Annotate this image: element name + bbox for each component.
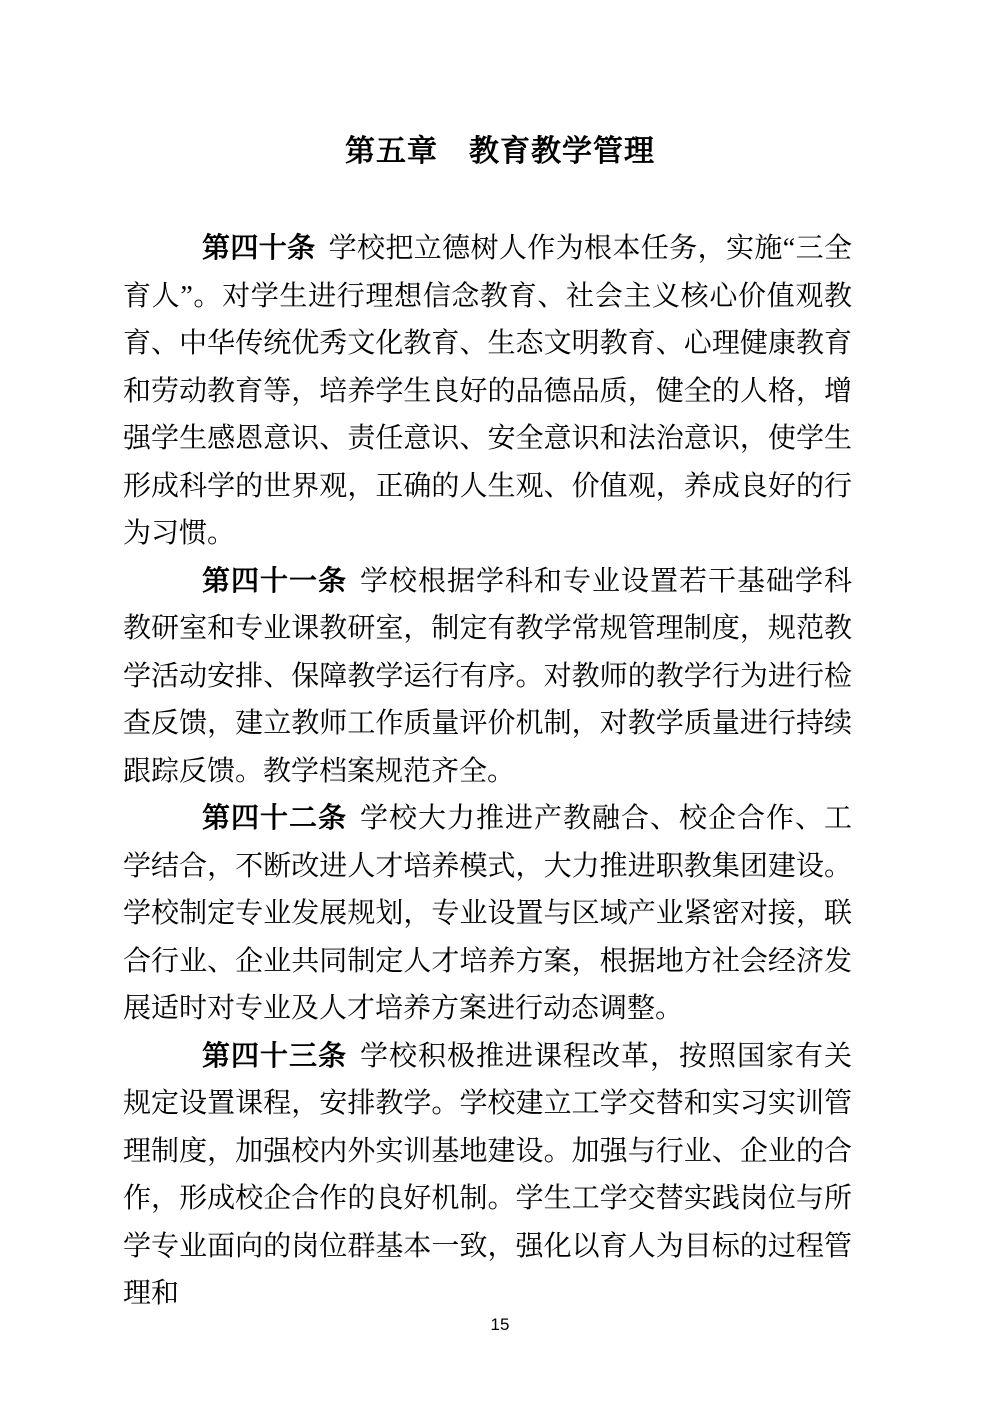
article-43 xyxy=(123,1033,852,1318)
article-43-label: 第四十三条 xyxy=(202,1040,347,1072)
chapter-title: 第五章 教育教学管理 xyxy=(345,135,655,168)
article-42-text: 学校大力推进产教融合、校企合作、工学结合，不断改进人才培养模式，大力推进职教集团建设。学校制定专业发展规划，专业设置与区域产业紧密对接，联合行业、企业共同制定人才培养方案，根据地方社会经济发展适时对专业及人才培养方案进行动态调整。 xyxy=(123,803,852,1024)
page-number: 15 xyxy=(490,1315,510,1334)
article-41-label: 第四十一条 xyxy=(202,565,347,597)
article-41 xyxy=(123,558,852,796)
article-42-label: 第四十二条 xyxy=(202,803,347,834)
page-footer xyxy=(0,1316,1000,1333)
article-40-label: 第四十条 xyxy=(202,233,316,264)
article-43-text: 学校积极推进课程改革，按照国家有关规定设置课程，安排教学。学校建立工学交替和实习实训管理制度，加强校内外实训基地建设。加强与行业、企业的合作，形成校企合作的良好机制。学生工学交替实践岗位与所学专业面向的岗位群基本一致，强化以育人为目标的过程管理和 xyxy=(123,1040,852,1309)
article-42 xyxy=(123,795,852,1033)
article-40-text: 学校把立德树人作为根本任务，实施“三全育人”。对学生进行理想信念教育、社会主义核心价值观教育、中华传统优秀文化教育、生态文明教育、心理健康教育和劳动教育等，培养学生良好的品德品质，健全的人格，增强学生感恩意识、责任意识、安全意识和法治意识，使学生形成科学的世界观，正确的人生观、价值观，养成良好的行为习惯。 xyxy=(123,233,852,549)
article-40 xyxy=(123,225,852,558)
article-41-text: 学校根据学科和专业设置若干基础学科教研室和专业课教研室，制定有教学常规管理制度，规范教学活动安排、保障教学运行有序。对教师的教学行为进行检查反馈，建立教师工作质量评价机制，对教学质量进行持续跟踪反馈。教学档案规范齐全。 xyxy=(123,565,852,787)
document-body xyxy=(123,225,852,1318)
